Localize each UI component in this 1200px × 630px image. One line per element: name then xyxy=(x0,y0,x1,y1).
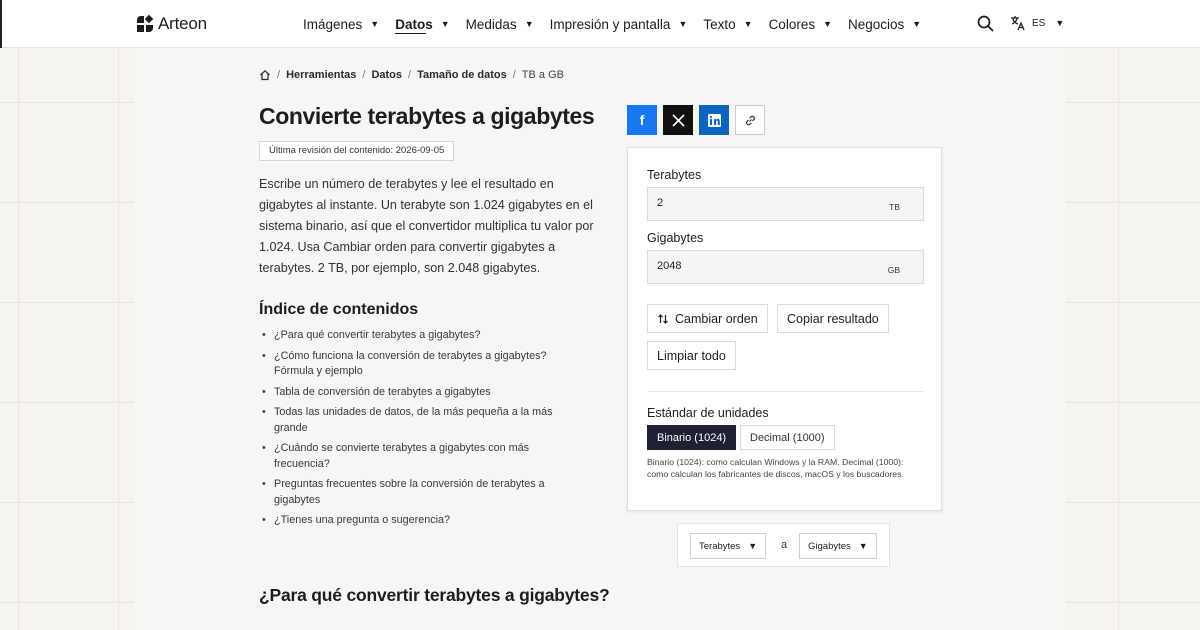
toc-item[interactable]: • ¿Cómo funciona la conversión de terabytes a gigabytes? Fórmula y ejemplo xyxy=(259,349,559,380)
page-title: Convierte terabytes a gigabytes xyxy=(259,103,595,129)
breadcrumb-herramientas[interactable]: Herramientas xyxy=(286,69,357,81)
to-unit: GB xyxy=(887,265,900,275)
toc-title: Índice de contenidos xyxy=(259,301,419,318)
terabytes-input[interactable] xyxy=(657,197,857,209)
copy-result-button[interactable]: Copiar resultado xyxy=(777,304,889,333)
chevron-down-icon: ▼ xyxy=(823,19,833,29)
linkedin-share-button[interactable] xyxy=(699,105,729,135)
unit-standard-note: Binario (1024): como calculan Windows y la RAM. Decimal (1000): como calculan los fabricantes de discos, macOS y los buscadores. xyxy=(647,457,904,479)
toc-item[interactable]: • ¿Para qué convertir terabytes a gigabytes? xyxy=(259,328,559,344)
logo-icon xyxy=(137,16,153,32)
nav-item-impresion[interactable]: Impresión y pantalla ▼ xyxy=(549,16,688,32)
intro-text: Escribe un número de terabytes y lee el resultado en gigabytes al instante. Un terabyte son 1.024 gigabytes en el sistema binario, así que el convertidor multiplica tu valor por 1.024. Usa Cambiar orden para convertir gigabytes a terabytes. 2 TB, por ejemplo, son 2.048 gigabytes. xyxy=(259,177,594,275)
chevron-down-icon: ▼ xyxy=(743,19,753,29)
swap-order-button[interactable]: Cambiar orden xyxy=(647,304,768,333)
table-of-contents xyxy=(259,328,559,534)
converter-card xyxy=(627,147,942,511)
toc-item[interactable]: • ¿Tienes una pregunta o sugerencia? xyxy=(259,513,559,529)
binary-standard-button[interactable]: Binario (1024) xyxy=(647,425,736,450)
main-nav xyxy=(303,0,937,48)
nav-item-colores[interactable]: Colores ▼ xyxy=(768,16,833,32)
language-selector[interactable] xyxy=(1010,15,1064,31)
chevron-down-icon: ▼ xyxy=(748,541,758,551)
search-icon[interactable] xyxy=(977,15,994,32)
x-share-button[interactable] xyxy=(663,105,693,135)
from-unit-dropdown[interactable]: Terabytes ▼ xyxy=(690,533,766,559)
unit-connector: a xyxy=(781,539,788,551)
nav-item-imagenes[interactable]: Imágenes ▼ xyxy=(303,16,380,32)
site-header xyxy=(0,0,1200,48)
toc-item[interactable]: • Preguntas frecuentes sobre la conversión de terabytes a gigabytes xyxy=(259,477,559,508)
gigabytes-input[interactable] xyxy=(657,260,857,272)
section-title: ¿Para qué convertir terabytes a gigabytes? xyxy=(259,585,610,605)
chevron-down-icon: ▼ xyxy=(858,541,868,551)
translate-icon xyxy=(1010,15,1026,31)
decimal-standard-button[interactable]: Decimal (1000) xyxy=(740,425,835,450)
chevron-down-icon: ▼ xyxy=(678,19,688,29)
from-field[interactable] xyxy=(647,187,924,221)
share-buttons xyxy=(627,105,765,135)
logo[interactable] xyxy=(137,14,207,34)
breadcrumb: / Herramientas / Datos / Tamaño de datos / TB a GB xyxy=(259,69,564,81)
clear-all-button[interactable]: Limpiar todo xyxy=(647,341,736,370)
breadcrumb-tamano-datos[interactable]: Tamaño de datos xyxy=(417,69,507,81)
from-label: Terabytes xyxy=(647,168,702,182)
from-unit: TB xyxy=(889,202,900,212)
to-field[interactable] xyxy=(647,250,924,284)
unit-standard-label: Estándar de unidades xyxy=(647,406,769,420)
breadcrumb-datos[interactable]: Datos xyxy=(371,69,403,81)
nav-item-negocios[interactable]: Negocios ▼ xyxy=(848,16,922,32)
nav-item-datos[interactable]: Datos ▼ xyxy=(395,0,449,48)
divider xyxy=(647,391,924,392)
link-icon xyxy=(744,114,757,127)
facebook-share-button[interactable] xyxy=(627,105,657,135)
copy-link-button[interactable] xyxy=(735,105,765,135)
to-label: Gigabytes xyxy=(647,231,704,245)
chevron-down-icon: ▼ xyxy=(370,19,380,29)
chevron-down-icon: ▼ xyxy=(524,19,534,29)
language-code: ES xyxy=(1032,17,1046,29)
toc-item[interactable]: • ¿Cuándo se convierte terabytes a gigabytes con más frecuencia? xyxy=(259,441,559,472)
unit-selector xyxy=(677,523,890,567)
chevron-down-icon: ▼ xyxy=(1055,18,1065,28)
chevron-down-icon: ▼ xyxy=(440,19,450,29)
toc-item[interactable]: • Todas las unidades de datos, de la más pequeña a la más grande xyxy=(259,405,559,436)
nav-item-texto[interactable]: Texto ▼ xyxy=(703,16,753,32)
toc-item[interactable]: • Tabla de conversión de terabytes a gigabytes xyxy=(259,385,559,401)
chevron-down-icon: ▼ xyxy=(912,19,922,29)
facebook-icon: f xyxy=(639,112,645,128)
to-unit-dropdown[interactable]: Gigabytes ▼ xyxy=(799,533,877,559)
swap-icon xyxy=(657,313,669,325)
x-icon xyxy=(672,114,685,127)
breadcrumb-current: TB a GB xyxy=(521,69,564,81)
logo-text: Arteon xyxy=(158,14,207,33)
window-edge xyxy=(0,0,2,48)
linkedin-icon xyxy=(708,114,721,127)
home-icon[interactable] xyxy=(259,69,271,81)
nav-item-medidas[interactable]: Medidas ▼ xyxy=(465,16,534,32)
revision-badge: Última revisión del contenido: 2026-09-05 xyxy=(259,141,454,161)
